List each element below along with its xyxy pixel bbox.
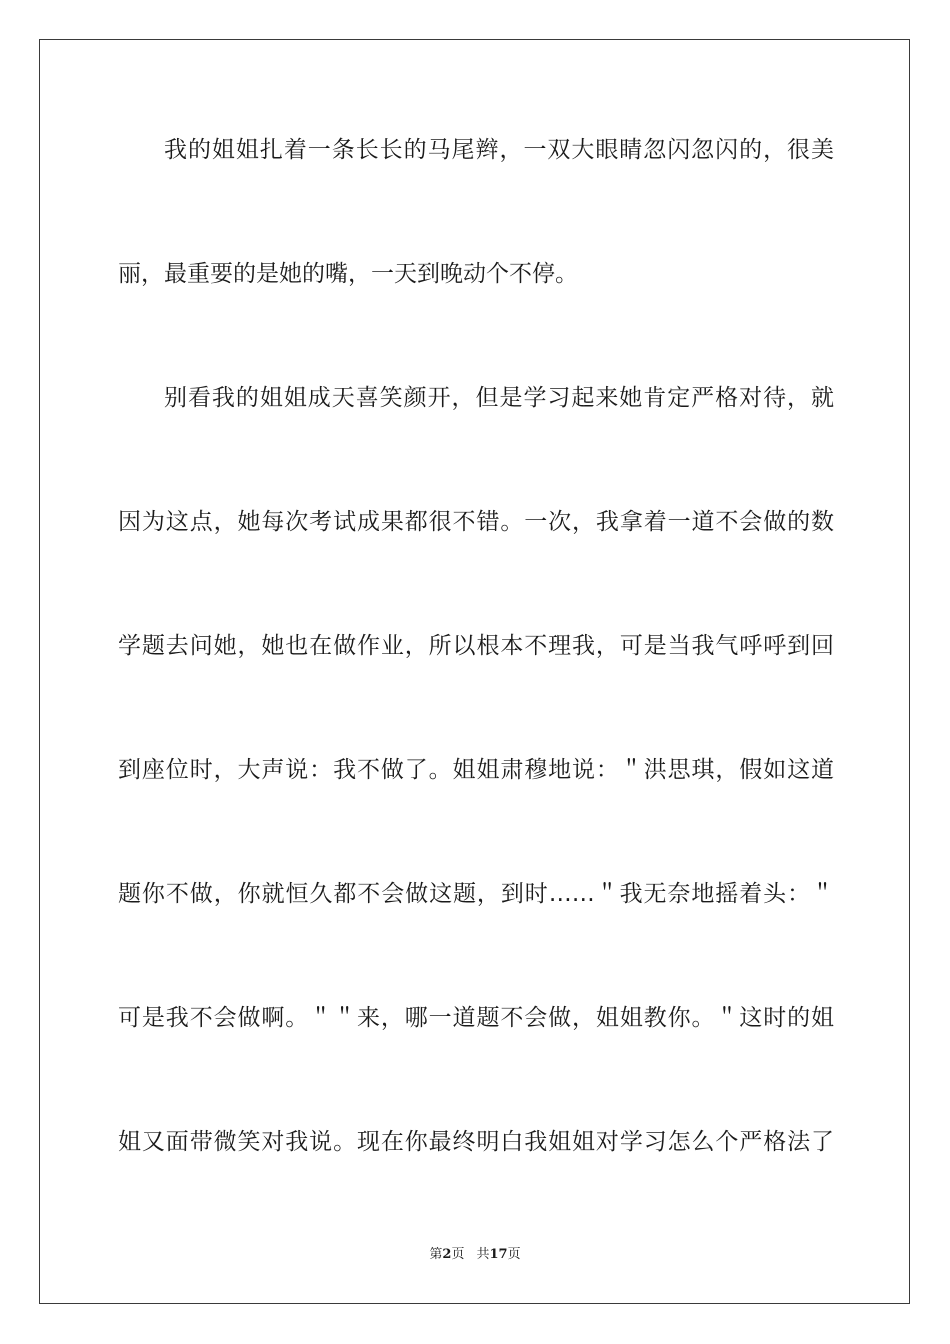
paragraph-2-line-6: 可是我不会做啊。＂＂来，哪一道题不会做，姐姐教你。＂这时的姐 <box>118 1005 834 1031</box>
page-number: 第2页 <box>429 1247 465 1262</box>
paragraph-2-line-4: 到座位时，大声说：我不做了。姐姐肃穆地说：＂洪思琪，假如这道 <box>118 757 834 783</box>
page-border <box>39 39 910 1304</box>
paragraph-2-line-3: 学题去问她，她也在做作业，所以根本不理我，可是当我气呼呼到回 <box>118 633 834 659</box>
paragraph-1-line-1: 我的姐姐扎着一条长长的马尾辫，一双大眼睛忽闪忽闪的，很美 <box>164 137 834 163</box>
paragraph-2-line-7: 姐又面带微笑对我说。现在你最终明白我姐姐对学习怎么个严格法了 <box>118 1129 834 1155</box>
paragraph-2-line-2: 因为这点，她每次考试成果都很不错。一次，我拿着一道不会做的数 <box>118 509 834 535</box>
page-footer <box>0 1246 950 1264</box>
paragraph-2-line-1: 别看我的姐姐成天喜笑颜开，但是学习起来她肯定严格对待，就 <box>164 385 834 411</box>
paragraph-2-line-5: 题你不做，你就恒久都不会做这题，到时……＂我无奈地摇着头：＂ <box>118 881 834 907</box>
paragraph-1-line-2: 丽，最重要的是她的嘴，一天到晚动个不停。 <box>118 261 578 287</box>
total-pages: 共17页 <box>476 1247 521 1262</box>
